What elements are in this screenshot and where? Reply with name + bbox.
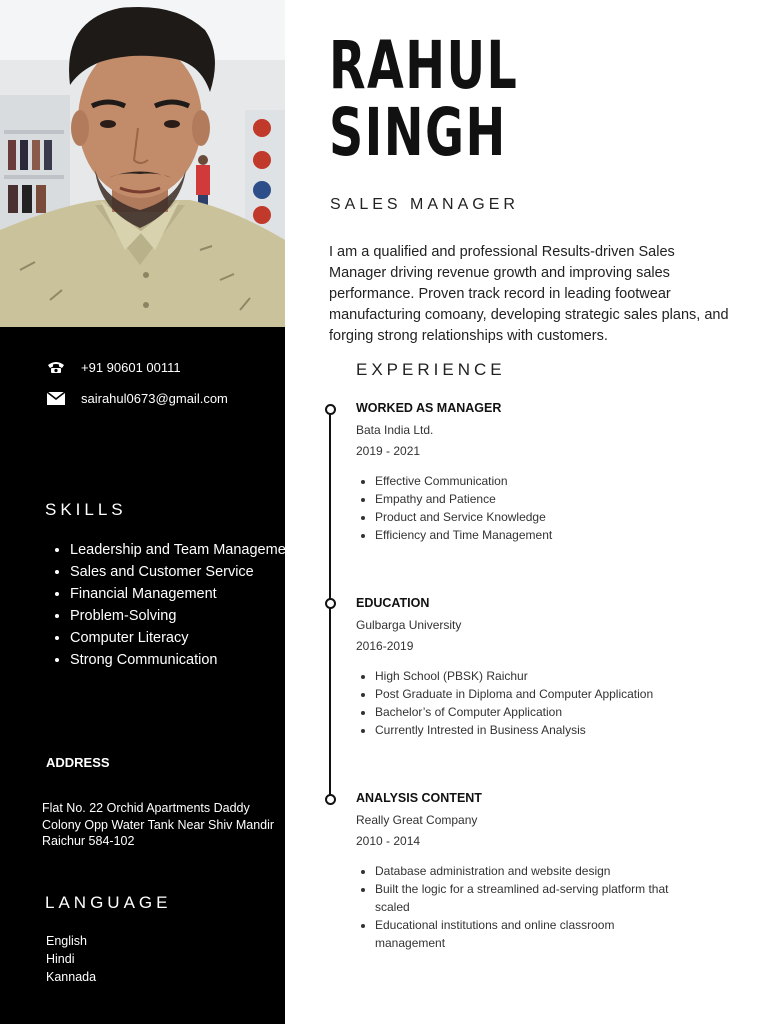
experience-heading: EXPERIENCE — [356, 360, 506, 379]
address-line: Flat No. 22 Orchid Apartments Daddy — [42, 801, 250, 815]
address-heading: ADDRESS — [46, 755, 110, 770]
bullet-item: • Efficiency and Time Management — [375, 526, 736, 544]
skill-item: • Computer Literacy — [70, 627, 300, 649]
language-item: English — [46, 934, 87, 948]
contact-email[interactable] — [46, 390, 228, 406]
entry-title: ANALYSIS CONTENT — [356, 791, 482, 805]
entry-years: 2010 - 2014 — [356, 834, 421, 848]
bullet-item: • Product and Service Knowledge — [375, 508, 736, 526]
entry-organization: Gulbarga University — [356, 618, 462, 632]
skill-item: • Financial Management — [70, 583, 300, 605]
entry-organization: Bata India Ltd. — [356, 423, 434, 437]
language-heading: LANGUAGE — [45, 893, 172, 912]
skill-item: • Strong Communication — [70, 649, 300, 671]
entry-bullets — [356, 667, 736, 739]
address-text — [42, 800, 284, 850]
profile-photo-art — [0, 0, 285, 327]
skills-list — [46, 539, 300, 671]
timeline-dot — [325, 404, 336, 415]
bullet-item: • Effective Communication — [375, 472, 736, 490]
phone-icon — [46, 359, 66, 375]
entry-bullets — [356, 472, 736, 544]
bullet-item: • High School (PBSK) Raichur — [375, 667, 736, 685]
experience-entry — [356, 400, 736, 544]
full-name — [329, 27, 519, 171]
profile-summary: I am a qualified and professional Results-driven Sales Manager driving revenue growth and improving sales performance. Proven track record in leading footwear manufacturing comoany, developing strategic sales plans, and forging strong relationships with customers. — [329, 244, 729, 344]
entry-organization: Really Great Company — [356, 813, 478, 827]
contact-phone[interactable] — [46, 359, 181, 375]
analysis-entry — [356, 790, 686, 952]
entry-years: 2016-2019 — [356, 639, 414, 653]
job-title: SALES MANAGER — [330, 196, 519, 213]
bullet-item: • Built the logic for a streamlined ad-serving platform that scaled — [375, 880, 686, 916]
entry-bullets — [356, 862, 686, 952]
bullet-item: • Empathy and Patience — [375, 490, 736, 508]
email-address: sairahul0673@gmail.com — [81, 390, 228, 406]
skills-heading: SKILLS — [45, 500, 127, 519]
bullet-item: • Educational institutions and online classroom management — [375, 916, 686, 952]
sidebar — [0, 0, 298, 1024]
bullet-item: • Post Graduate in Diploma and Computer Application — [375, 685, 736, 703]
skill-item: • Sales and Customer Service — [70, 561, 300, 583]
language-item: Kannada — [46, 970, 97, 984]
phone-number: +91 90601 00111 — [81, 359, 181, 375]
last-name: SINGH — [329, 94, 507, 171]
mail-icon — [46, 390, 66, 406]
skill-item: • Leadership and Team Management — [70, 539, 300, 561]
address-line: Colony Opp Water Tank Near Shiv Mandir — [42, 817, 275, 832]
entry-title: WORKED AS MANAGER — [356, 401, 502, 415]
profile-photo — [0, 0, 285, 327]
bullet-item: • Database administration and website design — [375, 862, 686, 880]
bullet-item: • Currently Intrested in Business Analysis — [375, 721, 736, 739]
address-line: Raichur 584-102 — [42, 834, 135, 848]
timeline-dot — [325, 794, 336, 805]
first-name: RAHUL — [329, 27, 519, 104]
entry-title: EDUCATION — [356, 596, 430, 610]
entry-years: 2019 - 2021 — [356, 444, 421, 458]
education-entry — [356, 595, 736, 739]
language-list — [46, 932, 96, 986]
bullet-item: • Bachelor’s of Computer Application — [375, 703, 736, 721]
timeline-dot — [325, 598, 336, 609]
language-item: Hindi — [46, 952, 75, 966]
skill-item: • Problem-Solving — [70, 605, 300, 627]
